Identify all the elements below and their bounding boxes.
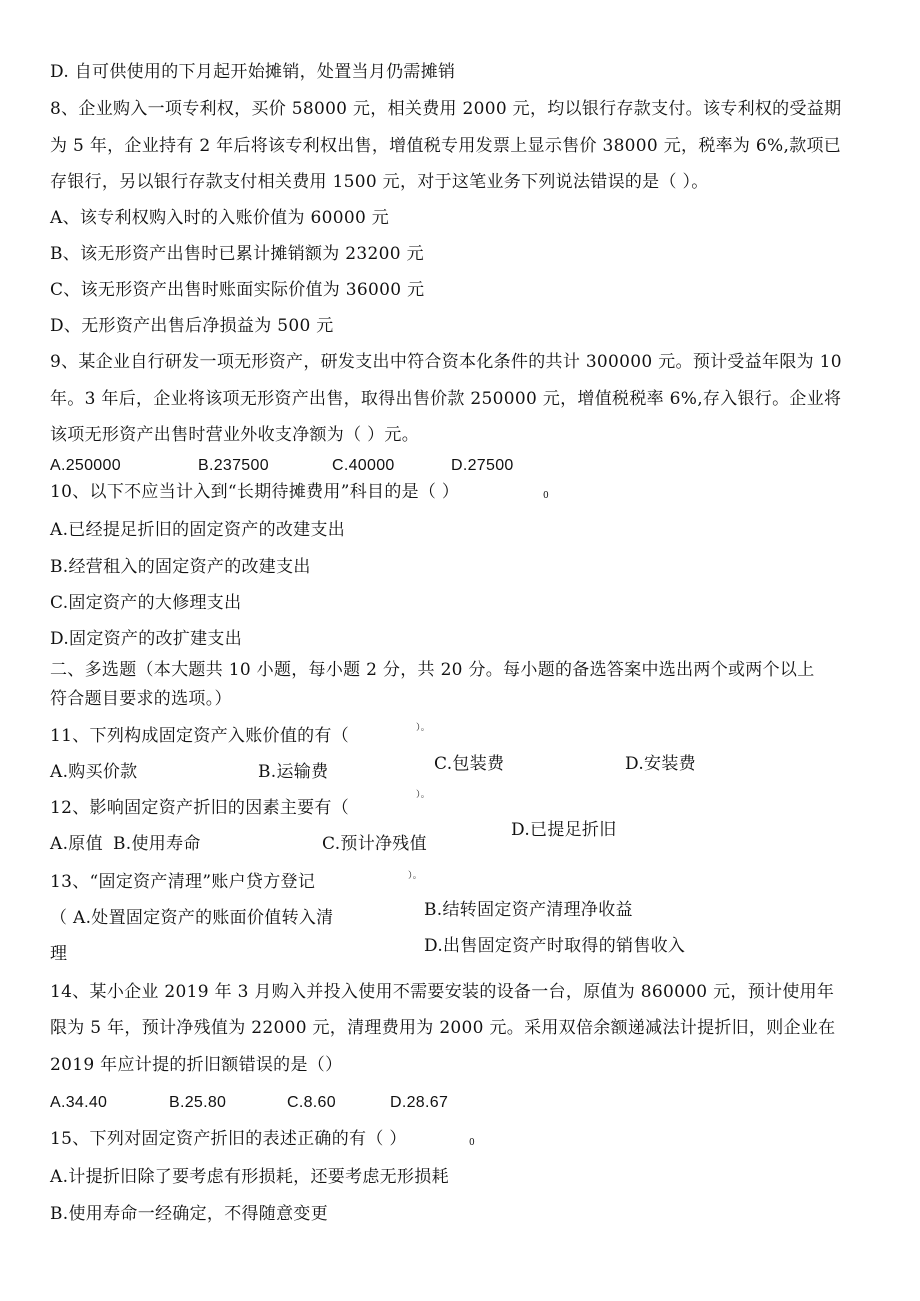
q12-option-c: C.预计净残值 [322,834,427,854]
q14-option-b: B.25.80 [169,1094,227,1111]
q8-option-a: A、该专利权购入时的入账价值为 60000 元 [50,208,390,228]
q13-stem-mark: ）。 [408,871,423,881]
q11-stem: 11、下列构成固定资产入账价值的有（ [50,726,350,746]
q8-option-d: D、无形资产出售后净损益为 500 元 [50,316,334,336]
q15-option-b: B.使用寿命一经确定，不得随意变更 [50,1204,328,1224]
q10-option-d: D.固定资产的改扩建支出 [50,629,243,649]
q13-stem: 13、“固定资产清理”账户贷方登记 [50,872,316,892]
q11-option-b: B.运输费 [258,762,329,782]
q8-option-b: B、该无形资产出售时已累计摊销额为 23200 元 [50,244,424,264]
q14-stem-line: 2019 年应计提的折旧额错误的是（） [50,1055,343,1075]
q10-option-a: A.已经提足折旧的固定资产的改建支出 [50,520,346,540]
q9-option-b: B.237500 [198,457,269,474]
q13-option-b: B.结转固定资产清理净收益 [424,900,633,920]
q9-stem-line: 9、某企业自行研发一项无形资产，研发支出中符合资本化条件的共计 300000 元。预计受益年限为 10 [50,352,842,372]
q14-stem-line: 限为 5 年，预计净残值为 22000 元，清理费用为 2000 元。采用双倍余额递减法计提折旧，则企业在 [50,1018,836,1038]
q8-option-c: C、该无形资产出售时账面实际价值为 36000 元 [50,280,425,300]
q9-option-a: A.250000 [50,457,121,474]
q14-stem-line: 14、某小企业 2019 年 3 月购入并投入使用不需要安装的设备一台，原值为 860000 元，预计使用年 [50,982,835,1002]
q12-stem: 12、影响固定资产折旧的因素主要有（ [50,798,350,818]
q12-option-d: D.已提足折旧 [511,820,617,840]
q8-stem-line: 为 5 年，企业持有 2 年后将该专利权出售，增值税专用发票上显示售价 38000 元，税率为 6%,款项已 [50,136,842,156]
q13-option-a: （ A.处置固定资产的账面价值转入清 [50,908,334,928]
q11-option-c: C.包装费 [434,754,505,774]
q9-option-c: C.40000 [332,457,395,474]
q15-stem: 15、下列对固定资产折旧的表述正确的有（ ） [50,1129,407,1149]
q11-option-d: D.安装费 [625,754,696,774]
q9-stem-line: 年。3 年后，企业将该项无形资产出售，取得出售价款 250000 元，增值税税率 6%,存入银行。企业将 [50,389,842,409]
q15-option-a: A.计提折旧除了要考虑有形损耗，还要考虑无形损耗 [50,1167,449,1187]
q14-option-d: D.28.67 [390,1094,449,1111]
q8-stem-line: 存银行，另以银行存款支付相关费用 1500 元，对于这笔业务下列说法错误的是（ ）。 [50,172,709,192]
section-heading-line: 符合题目要求的选项。） [50,689,232,709]
q10-option-b: B.经营租入的固定资产的改建支出 [50,557,311,577]
q8-stem-line: 8、企业购入一项专利权，买价 58000 元，相关费用 2000 元，均以银行存款支付。该专利权的受益期 [50,99,842,119]
q13-option-d: D.出售固定资产时取得的销售收入 [424,936,686,956]
q15-stem-mark: 0 [469,1138,476,1148]
q10-stem: 10、以下不应当计入到“长期待摊费用”科目的是（ ） [50,482,460,502]
q9-stem-line: 该项无形资产出售时营业外收支净额为（ ）元。 [50,425,420,445]
q14-option-a: A.34.40 [50,1094,108,1111]
q11-stem-mark: ）。 [416,723,431,733]
section-heading-line: 二、多选题（本大题共 10 小题，每小题 2 分，共 20 分。每小题的备选答案中选出两个或两个以上 [50,660,815,680]
q14-option-c: C.8.60 [287,1094,336,1111]
q10-option-c: C.固定资产的大修理支出 [50,593,242,613]
q12-stem-mark: ）。 [416,790,431,800]
q13-option-a-cont: 理 [50,944,68,964]
q12-option-b: B.使用寿命 [113,834,201,854]
q7-option-d: D. 自可供使用的下月起开始摊销，处置当月仍需摊销 [50,62,456,82]
q10-stem-mark: 0 [543,491,550,501]
q12-option-a: A.原值 [50,834,103,854]
q11-option-a: A.购买价款 [50,762,138,782]
q9-option-d: D.27500 [451,457,514,474]
